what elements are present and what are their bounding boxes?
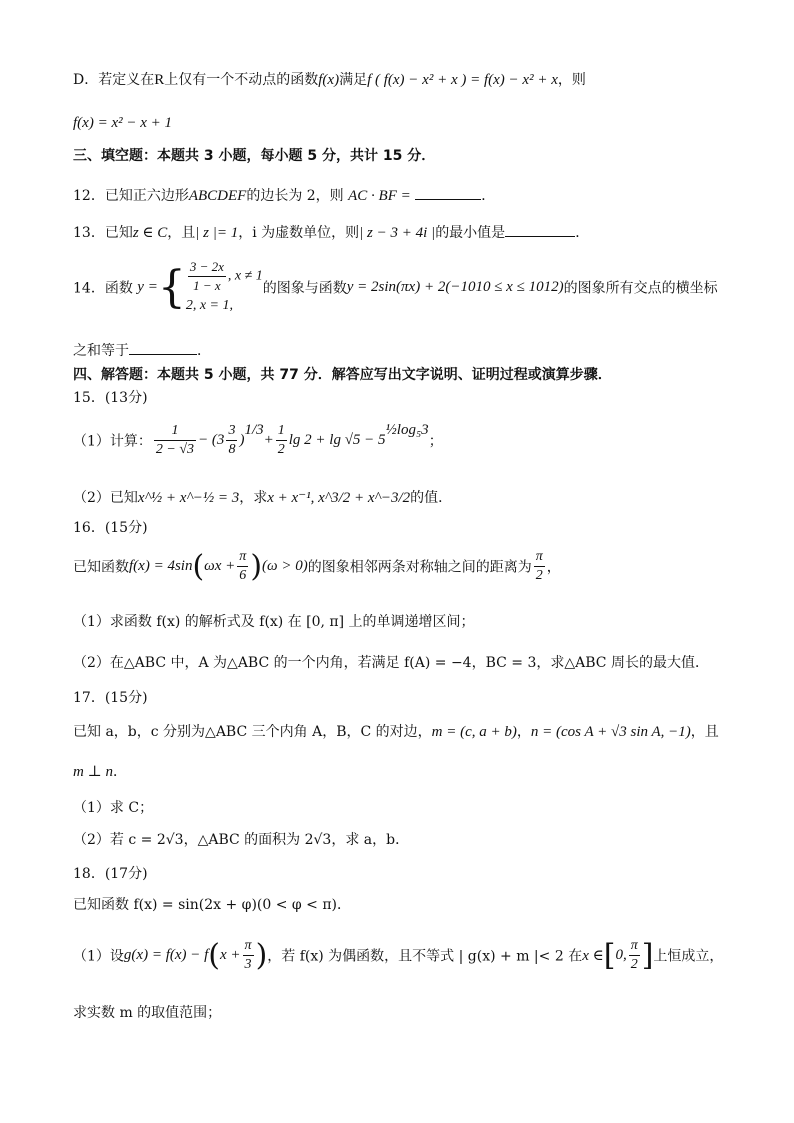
piecewise-brace-icon: { — [157, 261, 186, 313]
q15-exponent: 1/3 — [244, 422, 264, 438]
cond-label: 满足 — [339, 72, 368, 88]
q15-frac1-num: 1 — [154, 422, 196, 441]
q16-dist-frac — [534, 548, 545, 585]
paren-close-icon: ) — [255, 938, 268, 973]
q15-p2-end: 的值． — [410, 490, 453, 506]
q16-arg: ωx + — [204, 558, 236, 574]
domain-r: R — [154, 72, 165, 88]
q18-part1 — [73, 937, 723, 974]
q15-condition: x^½ + x^−½ = 3 — [137, 490, 240, 506]
plus-sign: + — [263, 432, 274, 448]
answer-blank-14[interactable] — [129, 340, 197, 355]
fx: f(x) — [318, 72, 340, 88]
q15-half-num: 1 — [276, 422, 287, 441]
q15-mixed-close: ) — [239, 432, 245, 448]
q14-number: 14．函数 — [73, 280, 133, 297]
conclusion-formula: f(x) = x² − x + 1 — [73, 115, 172, 131]
q15-p1-label: （1）计算： — [73, 433, 152, 450]
q15-mixed-den: 8 — [228, 442, 236, 457]
q18-p1-end: 上恒成立， — [653, 948, 724, 965]
q15-mixed-num: 3 — [226, 422, 237, 441]
answer-blank-13[interactable] — [505, 222, 575, 237]
interval-left: 0, — [615, 947, 627, 963]
q18-int-frac — [629, 937, 640, 974]
q15-mixed-open: − (3 — [198, 432, 225, 448]
q17-stem1: 已知 a，b，c 分别为△ABC 三个内角 A，B，C 的对边， — [73, 724, 432, 740]
q16-pi-den: 6 — [239, 568, 247, 583]
q18-int-num: π — [629, 937, 640, 956]
q18-p1-text: ，若 f(x) 为偶函数，且不等式 | g(x) + m |< 2 在 — [267, 948, 583, 965]
q17-part1: （1）求 C； — [73, 800, 154, 816]
q16-dist-num: π — [534, 548, 545, 567]
question-14 — [73, 258, 718, 317]
q15-half-den: 2 — [277, 442, 285, 457]
q13-text2: ，且 — [167, 225, 196, 241]
bracket-open-icon: [ — [603, 938, 616, 973]
q14-text2: 的图象所有交点的横坐标 — [563, 280, 718, 297]
q15-target-expr: x + x⁻¹, x^3/2 + x^−3/2 — [267, 490, 411, 506]
q18-pi-num: π — [243, 937, 254, 956]
q16-dist-den: 2 — [535, 568, 543, 583]
z-in-c: z ∈ C — [132, 225, 168, 241]
q16-part2: （2）在△ABC 中，A 为△ABC 的一个内角，若满足 f(A) = −4，BC = 3，求△ABC 周长的最大值． — [73, 655, 709, 671]
g-definition: g(x) = f(x) − f — [123, 947, 209, 963]
q18-stem: 已知函数 f(x) = sin(2x + φ)(0 < φ < π)． — [73, 897, 352, 913]
q17-stem — [73, 722, 719, 742]
q16-function: f(x) = 4sin — [129, 558, 193, 574]
q18-part1-line2: 求实数 m 的取值范围； — [73, 1005, 222, 1021]
vector-n: n = (cos A + √3 sin A, −1) — [530, 724, 691, 740]
q17-header: 17．(15分) — [73, 690, 148, 706]
x-in: x ∈ — [582, 948, 604, 964]
q16-pi-frac — [237, 548, 248, 585]
q15-p2-text: ，求 — [239, 490, 268, 506]
case1-cond: , x ≠ 1 — [227, 268, 263, 284]
vector-dot-expression: AC · BF = — [348, 188, 411, 204]
q18-pi-den: 3 — [244, 957, 252, 972]
q16-part1: （1）求函数 f(x) 的解析式及 f(x) 在 [0, π] 上的单调递增区间； — [73, 614, 475, 630]
q15-p1-end: ； — [428, 433, 443, 450]
q18-pi-frac — [243, 937, 254, 974]
case1-num: 3 − 2x — [188, 258, 226, 277]
modulus-expression: | z − 3 + 4i | — [359, 225, 436, 241]
vector-m: m = (c, a + b) — [431, 724, 517, 740]
q16-omega-cond: (ω > 0) — [262, 558, 308, 574]
section-3-heading: 三、填空题：本题共 3 小题，每小题 5 分，共计 15 分． — [73, 148, 436, 164]
q16-stem — [73, 548, 561, 585]
q17-stem-line2 — [73, 762, 127, 782]
case1-den: 1 − x — [193, 278, 221, 293]
q12-number: 12． — [73, 188, 105, 204]
q15-frac1 — [154, 422, 196, 459]
modulus-z: | z |= 1 — [195, 225, 239, 241]
hexagon-name: ABCDEF — [188, 188, 247, 204]
q16-pi-num: π — [237, 548, 248, 567]
section-4-heading: 四、解答题：本题共 5 小题，共 77 分．解答应写出文字说明、证明过程或演算步骤． — [73, 367, 612, 383]
paren-open-icon: ( — [192, 549, 205, 584]
q15-exponent2: ½log₅3 — [385, 422, 429, 438]
option-d-prefix: D．若定义在 — [73, 72, 155, 88]
q16-stem2: 的图象相邻两条对称轴之间的距离为 — [307, 559, 532, 576]
q13-number: 13． — [73, 225, 105, 241]
q15-half — [276, 422, 287, 459]
q14-sine-function: y = 2sin(πx) + 2(−1010 ≤ x ≤ 1012) — [346, 279, 564, 295]
question-14-line2 — [73, 340, 211, 361]
q12-end: ． — [481, 188, 496, 204]
q13-text3: ，i 为虚数单位，则 — [238, 225, 360, 241]
q17-stem-end: ． — [112, 764, 127, 780]
q14-text1: 的图象与函数 — [262, 280, 347, 297]
q14-y: y = — [137, 279, 158, 295]
q14-end: ． — [197, 343, 211, 359]
paren-close-icon: ) — [250, 549, 263, 584]
q17-sep: ， — [516, 724, 531, 740]
q15-frac1-den: 2 − √3 — [155, 442, 195, 457]
q15-mixed-frac — [226, 422, 237, 459]
question-13 — [73, 222, 589, 243]
answer-blank-12[interactable] — [415, 185, 481, 200]
piecewise-cases — [186, 258, 263, 317]
q13-text1: 已知 — [104, 225, 133, 241]
q13-end: ． — [575, 225, 590, 241]
q18-header: 18．(17分) — [73, 866, 148, 882]
q15-p2-label: （2）已知 — [73, 490, 138, 506]
case2: 2, x = 1, — [185, 298, 233, 313]
q17-stem2: ，且 — [690, 724, 719, 740]
paren-open-icon: ( — [208, 938, 221, 973]
perpendicular-condition: m ⊥ n — [73, 764, 113, 780]
q15-log-terms: lg 2 + lg √5 − 5 — [288, 432, 386, 448]
case1-fraction — [188, 258, 226, 295]
q13-text4: 的最小值是 — [435, 225, 506, 241]
q15-part1 — [73, 422, 443, 459]
q12-text1: 已知正六边形 — [104, 188, 189, 204]
q12-text2: 的边长为 2，则 — [246, 188, 344, 204]
q16-stem1: 已知函数 — [73, 559, 129, 576]
q15-part2 — [73, 488, 452, 508]
q18-p1-label: （1）设 — [73, 948, 124, 965]
question-12 — [73, 185, 495, 206]
option-d-suffix: ，则 — [557, 72, 586, 88]
q15-header: 15．(13分) — [73, 390, 148, 406]
option-d — [73, 70, 586, 90]
option-d-mid: 上仅有一个不动点的函数 — [164, 72, 319, 88]
option-d-conclusion — [73, 113, 172, 133]
q14-line2-text: 之和等于 — [73, 343, 129, 359]
functional-equation: f ( f(x) − x² + x ) = f(x) − x² + x — [367, 72, 558, 88]
q16-stem-end: ， — [546, 559, 561, 576]
q16-header: 16．(15分) — [73, 520, 148, 536]
bracket-close-icon: ] — [641, 938, 654, 973]
q17-part2: （2）若 c = 2√3，△ABC 的面积为 2√3，求 a，b． — [73, 832, 410, 848]
q18-arg: x + — [220, 947, 241, 963]
q18-int-den: 2 — [630, 957, 638, 972]
